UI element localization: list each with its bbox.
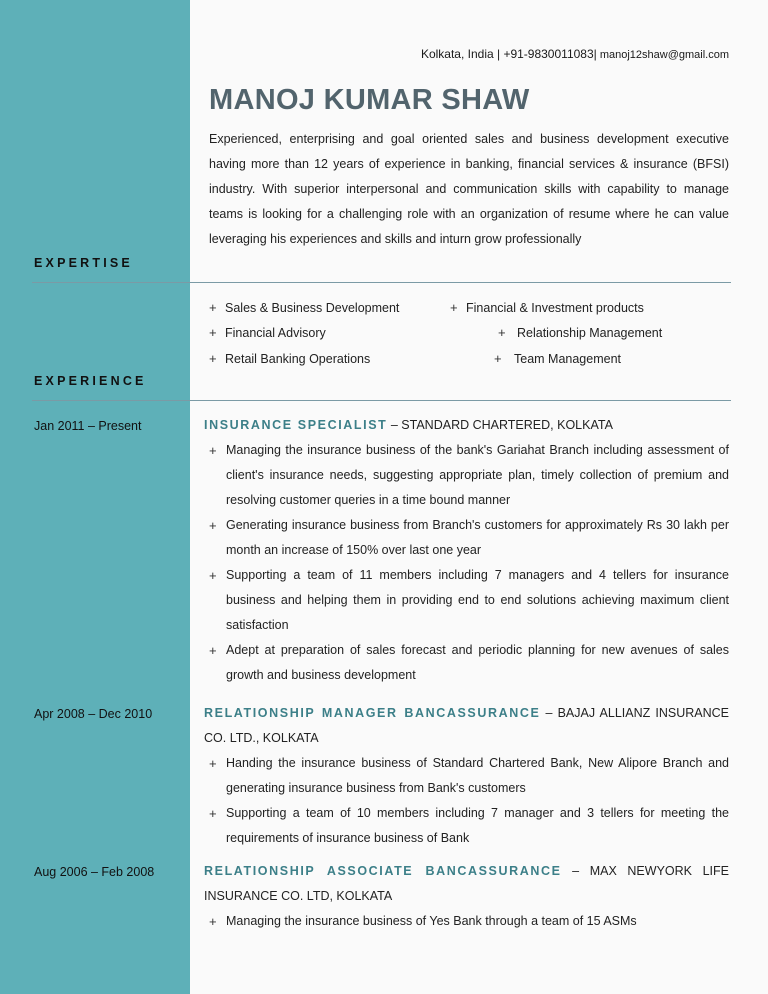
job-date: Jan 2011 – Present <box>34 419 142 433</box>
job-bullet: + Managing the insurance business of the bank's Gariahat Branch including assessment of client's insurance needs, suggesting appropriate plan, timely collection of premium and resolving customer queries in a time bound manner <box>204 438 729 513</box>
plus-icon: + <box>450 300 458 315</box>
job-bullets <box>204 909 729 934</box>
job-bullets <box>204 438 729 688</box>
job-title: RELATIONSHIP ASSOCIATE BANCASSURANCE <box>204 864 562 878</box>
expertise-item: + Retail Banking Operations <box>209 351 371 366</box>
expertise-item: + Team Management <box>494 351 622 366</box>
job-bullet: + Supporting a team of 10 members including 7 manager and 3 tellers for meeting the requirements of insurance business of Bank <box>204 801 729 851</box>
plus-icon: + <box>498 325 506 340</box>
job-bullet: + Handing the insurance business of Standard Chartered Bank, New Alipore Branch and generating insurance business from Bank's customers <box>204 751 729 801</box>
plus-icon: + <box>494 351 502 366</box>
plus-icon: + <box>209 518 217 533</box>
plus-icon: + <box>209 443 217 458</box>
job-company: – STANDARD CHARTERED, KOLKATA <box>387 418 613 432</box>
plus-icon: + <box>209 325 217 340</box>
job-date: Apr 2008 – Dec 2010 <box>34 707 153 721</box>
experience-heading: EXPERIENCE <box>34 374 147 388</box>
job-bullets <box>204 751 729 851</box>
job-header <box>204 413 729 438</box>
plus-icon: + <box>209 568 217 583</box>
plus-icon: + <box>209 643 217 658</box>
candidate-name: MANOJ KUMAR SHAW <box>209 84 530 116</box>
contact-email: manoj12shaw@gmail.com <box>596 49 729 61</box>
job-header <box>204 701 729 751</box>
plus-icon: + <box>209 914 217 929</box>
expertise-item: + Sales & Business Development <box>209 300 400 315</box>
expertise-item: + Financial & Investment products <box>450 300 644 315</box>
plus-icon: + <box>209 806 217 821</box>
job-header <box>204 859 729 909</box>
job-company: – MAX NEWYORK LIFE INSURANCE CO. LTD, KOLKATA <box>204 864 729 903</box>
job-bullet: + Adept at preparation of sales forecast and periodic planning for new avenues of sales growth and business development <box>204 638 729 688</box>
expertise-item: + Financial Advisory <box>209 325 326 340</box>
expertise-heading: EXPERTISE <box>34 256 133 270</box>
summary-paragraph: Experienced, enterprising and goal oriented sales and business development executive having more than 12 years of experience in banking, financial services & insurance (BFSI) industry. With superior interpersonal and communication skills with capability to manage teams is looking for a challenging role with an organization of resume where he can value leveraging his experiences and skills and inturn grow professionally <box>209 132 729 246</box>
job-bullet: + Generating insurance business from Branch's customers for approximately Rs 30 lakh per month an increase of 150% over last one year <box>204 513 729 563</box>
job-entry <box>204 413 729 688</box>
experience-divider <box>32 400 731 401</box>
job-company: – BAJAJ ALLIANZ INSURANCE CO. LTD., KOLKATA <box>204 706 729 745</box>
expertise-divider <box>32 282 731 283</box>
expertise-item: + Relationship Management <box>498 325 663 340</box>
job-date: Aug 2006 – Feb 2008 <box>34 865 155 879</box>
plus-icon: + <box>209 756 217 771</box>
job-title: INSURANCE SPECIALIST <box>204 418 388 432</box>
sidebar-accent <box>0 0 190 994</box>
plus-icon: + <box>209 300 217 315</box>
job-bullet: + Supporting a team of 11 members including 7 managers and 4 tellers for insurance business and helping them in providing end to end solutions achieving maximum client satisfaction <box>204 563 729 638</box>
contact-location-phone: Kolkata, India | +91-9830011083| <box>420 47 597 61</box>
job-bullet: + Managing the insurance business of Yes Bank through a team of 15 ASMs <box>204 909 729 934</box>
job-entry <box>204 859 729 934</box>
job-title: RELATIONSHIP MANAGER BANCASSURANCE <box>204 706 541 720</box>
contact-line <box>300 47 729 61</box>
job-entry <box>204 701 729 851</box>
plus-icon: + <box>209 351 217 366</box>
